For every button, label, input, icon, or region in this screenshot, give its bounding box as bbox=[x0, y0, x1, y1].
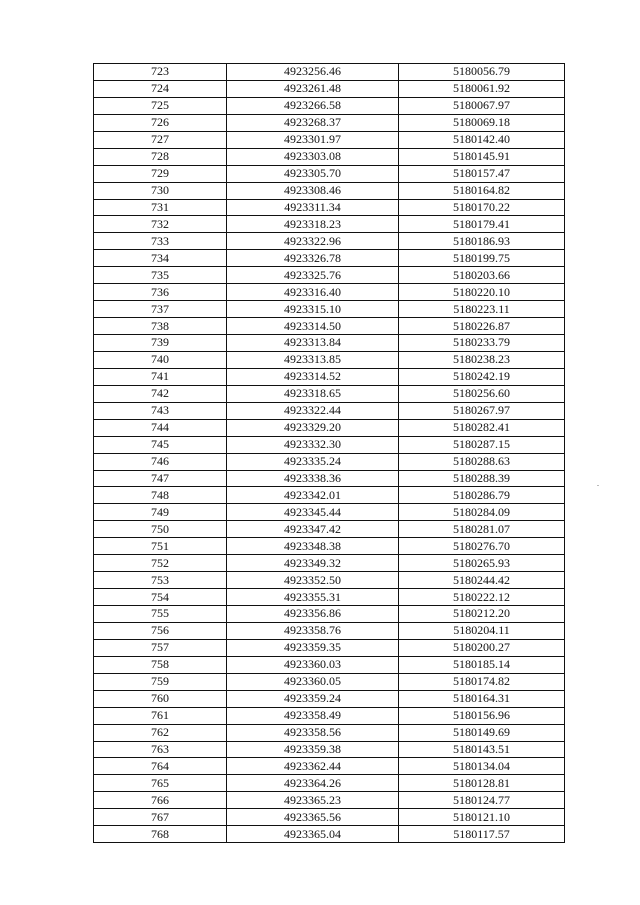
table-row bbox=[94, 267, 565, 284]
table-row bbox=[94, 419, 565, 436]
y-coordinate-cell: 5180179.41 bbox=[399, 216, 565, 233]
table-row bbox=[94, 792, 565, 809]
y-coordinate-cell: 5180142.40 bbox=[399, 131, 565, 148]
point-number-cell: 752 bbox=[94, 555, 227, 572]
x-coordinate-cell: 4923335.24 bbox=[227, 453, 399, 470]
y-coordinate-cell: 5180286.79 bbox=[399, 487, 565, 504]
x-coordinate-cell: 4923301.97 bbox=[227, 131, 399, 148]
x-coordinate-cell: 4923358.49 bbox=[227, 707, 399, 724]
y-coordinate-cell: 5180156.96 bbox=[399, 707, 565, 724]
point-number-cell: 757 bbox=[94, 639, 227, 656]
point-number-cell: 729 bbox=[94, 165, 227, 182]
x-coordinate-cell: 4923305.70 bbox=[227, 165, 399, 182]
y-coordinate-cell: 5180128.81 bbox=[399, 775, 565, 792]
x-coordinate-cell: 4923268.37 bbox=[227, 114, 399, 131]
y-coordinate-cell: 5180238.23 bbox=[399, 351, 565, 368]
y-coordinate-cell: 5180267.97 bbox=[399, 402, 565, 419]
x-coordinate-cell: 4923308.46 bbox=[227, 182, 399, 199]
table-row bbox=[94, 131, 565, 148]
point-number-cell: 755 bbox=[94, 606, 227, 623]
table-row bbox=[94, 724, 565, 741]
x-coordinate-cell: 4923325.76 bbox=[227, 267, 399, 284]
table-row bbox=[94, 758, 565, 775]
point-number-cell: 754 bbox=[94, 589, 227, 606]
coordinates-table bbox=[93, 63, 565, 843]
table-row bbox=[94, 589, 565, 606]
x-coordinate-cell: 4923326.78 bbox=[227, 250, 399, 267]
y-coordinate-cell: 5180204.11 bbox=[399, 622, 565, 639]
y-coordinate-cell: 5180117.57 bbox=[399, 826, 565, 843]
x-coordinate-cell: 4923356.86 bbox=[227, 606, 399, 623]
table-row bbox=[94, 690, 565, 707]
point-number-cell: 739 bbox=[94, 335, 227, 352]
x-coordinate-cell: 4923311.34 bbox=[227, 199, 399, 216]
table-row bbox=[94, 707, 565, 724]
y-coordinate-cell: 5180203.66 bbox=[399, 267, 565, 284]
table-row bbox=[94, 182, 565, 199]
point-number-cell: 756 bbox=[94, 622, 227, 639]
x-coordinate-cell: 4923314.52 bbox=[227, 368, 399, 385]
point-number-cell: 762 bbox=[94, 724, 227, 741]
point-number-cell: 742 bbox=[94, 385, 227, 402]
table-row bbox=[94, 622, 565, 639]
y-coordinate-cell: 5180265.93 bbox=[399, 555, 565, 572]
x-coordinate-cell: 4923313.85 bbox=[227, 351, 399, 368]
point-number-cell: 763 bbox=[94, 741, 227, 758]
point-number-cell: 758 bbox=[94, 656, 227, 673]
table-row bbox=[94, 673, 565, 690]
table-row bbox=[94, 741, 565, 758]
x-coordinate-cell: 4923360.03 bbox=[227, 656, 399, 673]
x-coordinate-cell: 4923315.10 bbox=[227, 301, 399, 318]
point-number-cell: 731 bbox=[94, 199, 227, 216]
point-number-cell: 748 bbox=[94, 487, 227, 504]
x-coordinate-cell: 4923359.38 bbox=[227, 741, 399, 758]
point-number-cell: 733 bbox=[94, 233, 227, 250]
y-coordinate-cell: 5180186.93 bbox=[399, 233, 565, 250]
x-coordinate-cell: 4923364.26 bbox=[227, 775, 399, 792]
x-coordinate-cell: 4923313.84 bbox=[227, 335, 399, 352]
x-coordinate-cell: 4923365.56 bbox=[227, 809, 399, 826]
table-row bbox=[94, 538, 565, 555]
x-coordinate-cell: 4923347.42 bbox=[227, 521, 399, 538]
point-number-cell: 724 bbox=[94, 80, 227, 97]
point-number-cell: 740 bbox=[94, 351, 227, 368]
point-number-cell: 726 bbox=[94, 114, 227, 131]
y-coordinate-cell: 5180212.20 bbox=[399, 606, 565, 623]
x-coordinate-cell: 4923332.30 bbox=[227, 436, 399, 453]
table-row bbox=[94, 165, 565, 182]
table-row bbox=[94, 114, 565, 131]
point-number-cell: 744 bbox=[94, 419, 227, 436]
table-row bbox=[94, 318, 565, 335]
table-row bbox=[94, 504, 565, 521]
point-number-cell: 734 bbox=[94, 250, 227, 267]
x-coordinate-cell: 4923359.35 bbox=[227, 639, 399, 656]
x-coordinate-cell: 4923338.36 bbox=[227, 470, 399, 487]
point-number-cell: 765 bbox=[94, 775, 227, 792]
y-coordinate-cell: 5180174.82 bbox=[399, 673, 565, 690]
point-number-cell: 743 bbox=[94, 402, 227, 419]
y-coordinate-cell: 5180282.41 bbox=[399, 419, 565, 436]
y-coordinate-cell: 5180276.70 bbox=[399, 538, 565, 555]
point-number-cell: 749 bbox=[94, 504, 227, 521]
y-coordinate-cell: 5180287.15 bbox=[399, 436, 565, 453]
point-number-cell: 764 bbox=[94, 758, 227, 775]
table-row bbox=[94, 555, 565, 572]
point-number-cell: 725 bbox=[94, 97, 227, 114]
x-coordinate-cell: 4923355.31 bbox=[227, 589, 399, 606]
table-row bbox=[94, 284, 565, 301]
table-row bbox=[94, 453, 565, 470]
point-number-cell: 730 bbox=[94, 182, 227, 199]
y-coordinate-cell: 5180288.39 bbox=[399, 470, 565, 487]
point-number-cell: 727 bbox=[94, 131, 227, 148]
y-coordinate-cell: 5180145.91 bbox=[399, 148, 565, 165]
x-coordinate-cell: 4923318.65 bbox=[227, 385, 399, 402]
point-number-cell: 768 bbox=[94, 826, 227, 843]
table-row bbox=[94, 97, 565, 114]
table-row bbox=[94, 470, 565, 487]
scan-speck bbox=[597, 485, 599, 486]
table-row bbox=[94, 656, 565, 673]
y-coordinate-cell: 5180288.63 bbox=[399, 453, 565, 470]
y-coordinate-cell: 5180170.22 bbox=[399, 199, 565, 216]
table-row bbox=[94, 148, 565, 165]
point-number-cell: 766 bbox=[94, 792, 227, 809]
y-coordinate-cell: 5180069.18 bbox=[399, 114, 565, 131]
y-coordinate-cell: 5180242.19 bbox=[399, 368, 565, 385]
table-row bbox=[94, 487, 565, 504]
x-coordinate-cell: 4923358.56 bbox=[227, 724, 399, 741]
x-coordinate-cell: 4923322.44 bbox=[227, 402, 399, 419]
y-coordinate-cell: 5180164.82 bbox=[399, 182, 565, 199]
x-coordinate-cell: 4923318.23 bbox=[227, 216, 399, 233]
point-number-cell: 760 bbox=[94, 690, 227, 707]
table-row bbox=[94, 606, 565, 623]
table-row bbox=[94, 572, 565, 589]
y-coordinate-cell: 5180143.51 bbox=[399, 741, 565, 758]
x-coordinate-cell: 4923329.20 bbox=[227, 419, 399, 436]
table-row bbox=[94, 385, 565, 402]
table-row bbox=[94, 335, 565, 352]
point-number-cell: 738 bbox=[94, 318, 227, 335]
coordinates-table-body bbox=[94, 64, 565, 843]
x-coordinate-cell: 4923352.50 bbox=[227, 572, 399, 589]
x-coordinate-cell: 4923342.01 bbox=[227, 487, 399, 504]
y-coordinate-cell: 5180199.75 bbox=[399, 250, 565, 267]
y-coordinate-cell: 5180124.77 bbox=[399, 792, 565, 809]
point-number-cell: 737 bbox=[94, 301, 227, 318]
y-coordinate-cell: 5180185.14 bbox=[399, 656, 565, 673]
table-row bbox=[94, 368, 565, 385]
point-number-cell: 750 bbox=[94, 521, 227, 538]
table-row bbox=[94, 639, 565, 656]
point-number-cell: 753 bbox=[94, 572, 227, 589]
y-coordinate-cell: 5180223.11 bbox=[399, 301, 565, 318]
point-number-cell: 723 bbox=[94, 64, 227, 81]
table-row bbox=[94, 250, 565, 267]
x-coordinate-cell: 4923256.46 bbox=[227, 64, 399, 81]
table-row bbox=[94, 64, 565, 81]
x-coordinate-cell: 4923261.48 bbox=[227, 80, 399, 97]
x-coordinate-cell: 4923303.08 bbox=[227, 148, 399, 165]
x-coordinate-cell: 4923349.32 bbox=[227, 555, 399, 572]
table-row bbox=[94, 199, 565, 216]
y-coordinate-cell: 5180200.27 bbox=[399, 639, 565, 656]
y-coordinate-cell: 5180226.87 bbox=[399, 318, 565, 335]
y-coordinate-cell: 5180256.60 bbox=[399, 385, 565, 402]
table-row bbox=[94, 80, 565, 97]
y-coordinate-cell: 5180134.04 bbox=[399, 758, 565, 775]
y-coordinate-cell: 5180149.69 bbox=[399, 724, 565, 741]
point-number-cell: 751 bbox=[94, 538, 227, 555]
point-number-cell: 759 bbox=[94, 673, 227, 690]
x-coordinate-cell: 4923359.24 bbox=[227, 690, 399, 707]
x-coordinate-cell: 4923348.38 bbox=[227, 538, 399, 555]
table-row bbox=[94, 775, 565, 792]
table-row bbox=[94, 436, 565, 453]
point-number-cell: 761 bbox=[94, 707, 227, 724]
point-number-cell: 745 bbox=[94, 436, 227, 453]
table-row bbox=[94, 233, 565, 250]
x-coordinate-cell: 4923358.76 bbox=[227, 622, 399, 639]
x-coordinate-cell: 4923316.40 bbox=[227, 284, 399, 301]
y-coordinate-cell: 5180222.12 bbox=[399, 589, 565, 606]
point-number-cell: 747 bbox=[94, 470, 227, 487]
y-coordinate-cell: 5180233.79 bbox=[399, 335, 565, 352]
y-coordinate-cell: 5180244.42 bbox=[399, 572, 565, 589]
point-number-cell: 732 bbox=[94, 216, 227, 233]
table-row bbox=[94, 521, 565, 538]
table-row bbox=[94, 809, 565, 826]
x-coordinate-cell: 4923365.23 bbox=[227, 792, 399, 809]
y-coordinate-cell: 5180061.92 bbox=[399, 80, 565, 97]
y-coordinate-cell: 5180164.31 bbox=[399, 690, 565, 707]
point-number-cell: 736 bbox=[94, 284, 227, 301]
y-coordinate-cell: 5180056.79 bbox=[399, 64, 565, 81]
point-number-cell: 746 bbox=[94, 453, 227, 470]
y-coordinate-cell: 5180121.10 bbox=[399, 809, 565, 826]
point-number-cell: 735 bbox=[94, 267, 227, 284]
y-coordinate-cell: 5180067.97 bbox=[399, 97, 565, 114]
table-row bbox=[94, 402, 565, 419]
y-coordinate-cell: 5180220.10 bbox=[399, 284, 565, 301]
x-coordinate-cell: 4923362.44 bbox=[227, 758, 399, 775]
point-number-cell: 728 bbox=[94, 148, 227, 165]
x-coordinate-cell: 4923266.58 bbox=[227, 97, 399, 114]
table-row bbox=[94, 351, 565, 368]
point-number-cell: 767 bbox=[94, 809, 227, 826]
y-coordinate-cell: 5180157.47 bbox=[399, 165, 565, 182]
table-row bbox=[94, 301, 565, 318]
x-coordinate-cell: 4923314.50 bbox=[227, 318, 399, 335]
table-row bbox=[94, 216, 565, 233]
x-coordinate-cell: 4923322.96 bbox=[227, 233, 399, 250]
x-coordinate-cell: 4923360.05 bbox=[227, 673, 399, 690]
table-row bbox=[94, 826, 565, 843]
x-coordinate-cell: 4923345.44 bbox=[227, 504, 399, 521]
y-coordinate-cell: 5180284.09 bbox=[399, 504, 565, 521]
y-coordinate-cell: 5180281.07 bbox=[399, 521, 565, 538]
x-coordinate-cell: 4923365.04 bbox=[227, 826, 399, 843]
point-number-cell: 741 bbox=[94, 368, 227, 385]
